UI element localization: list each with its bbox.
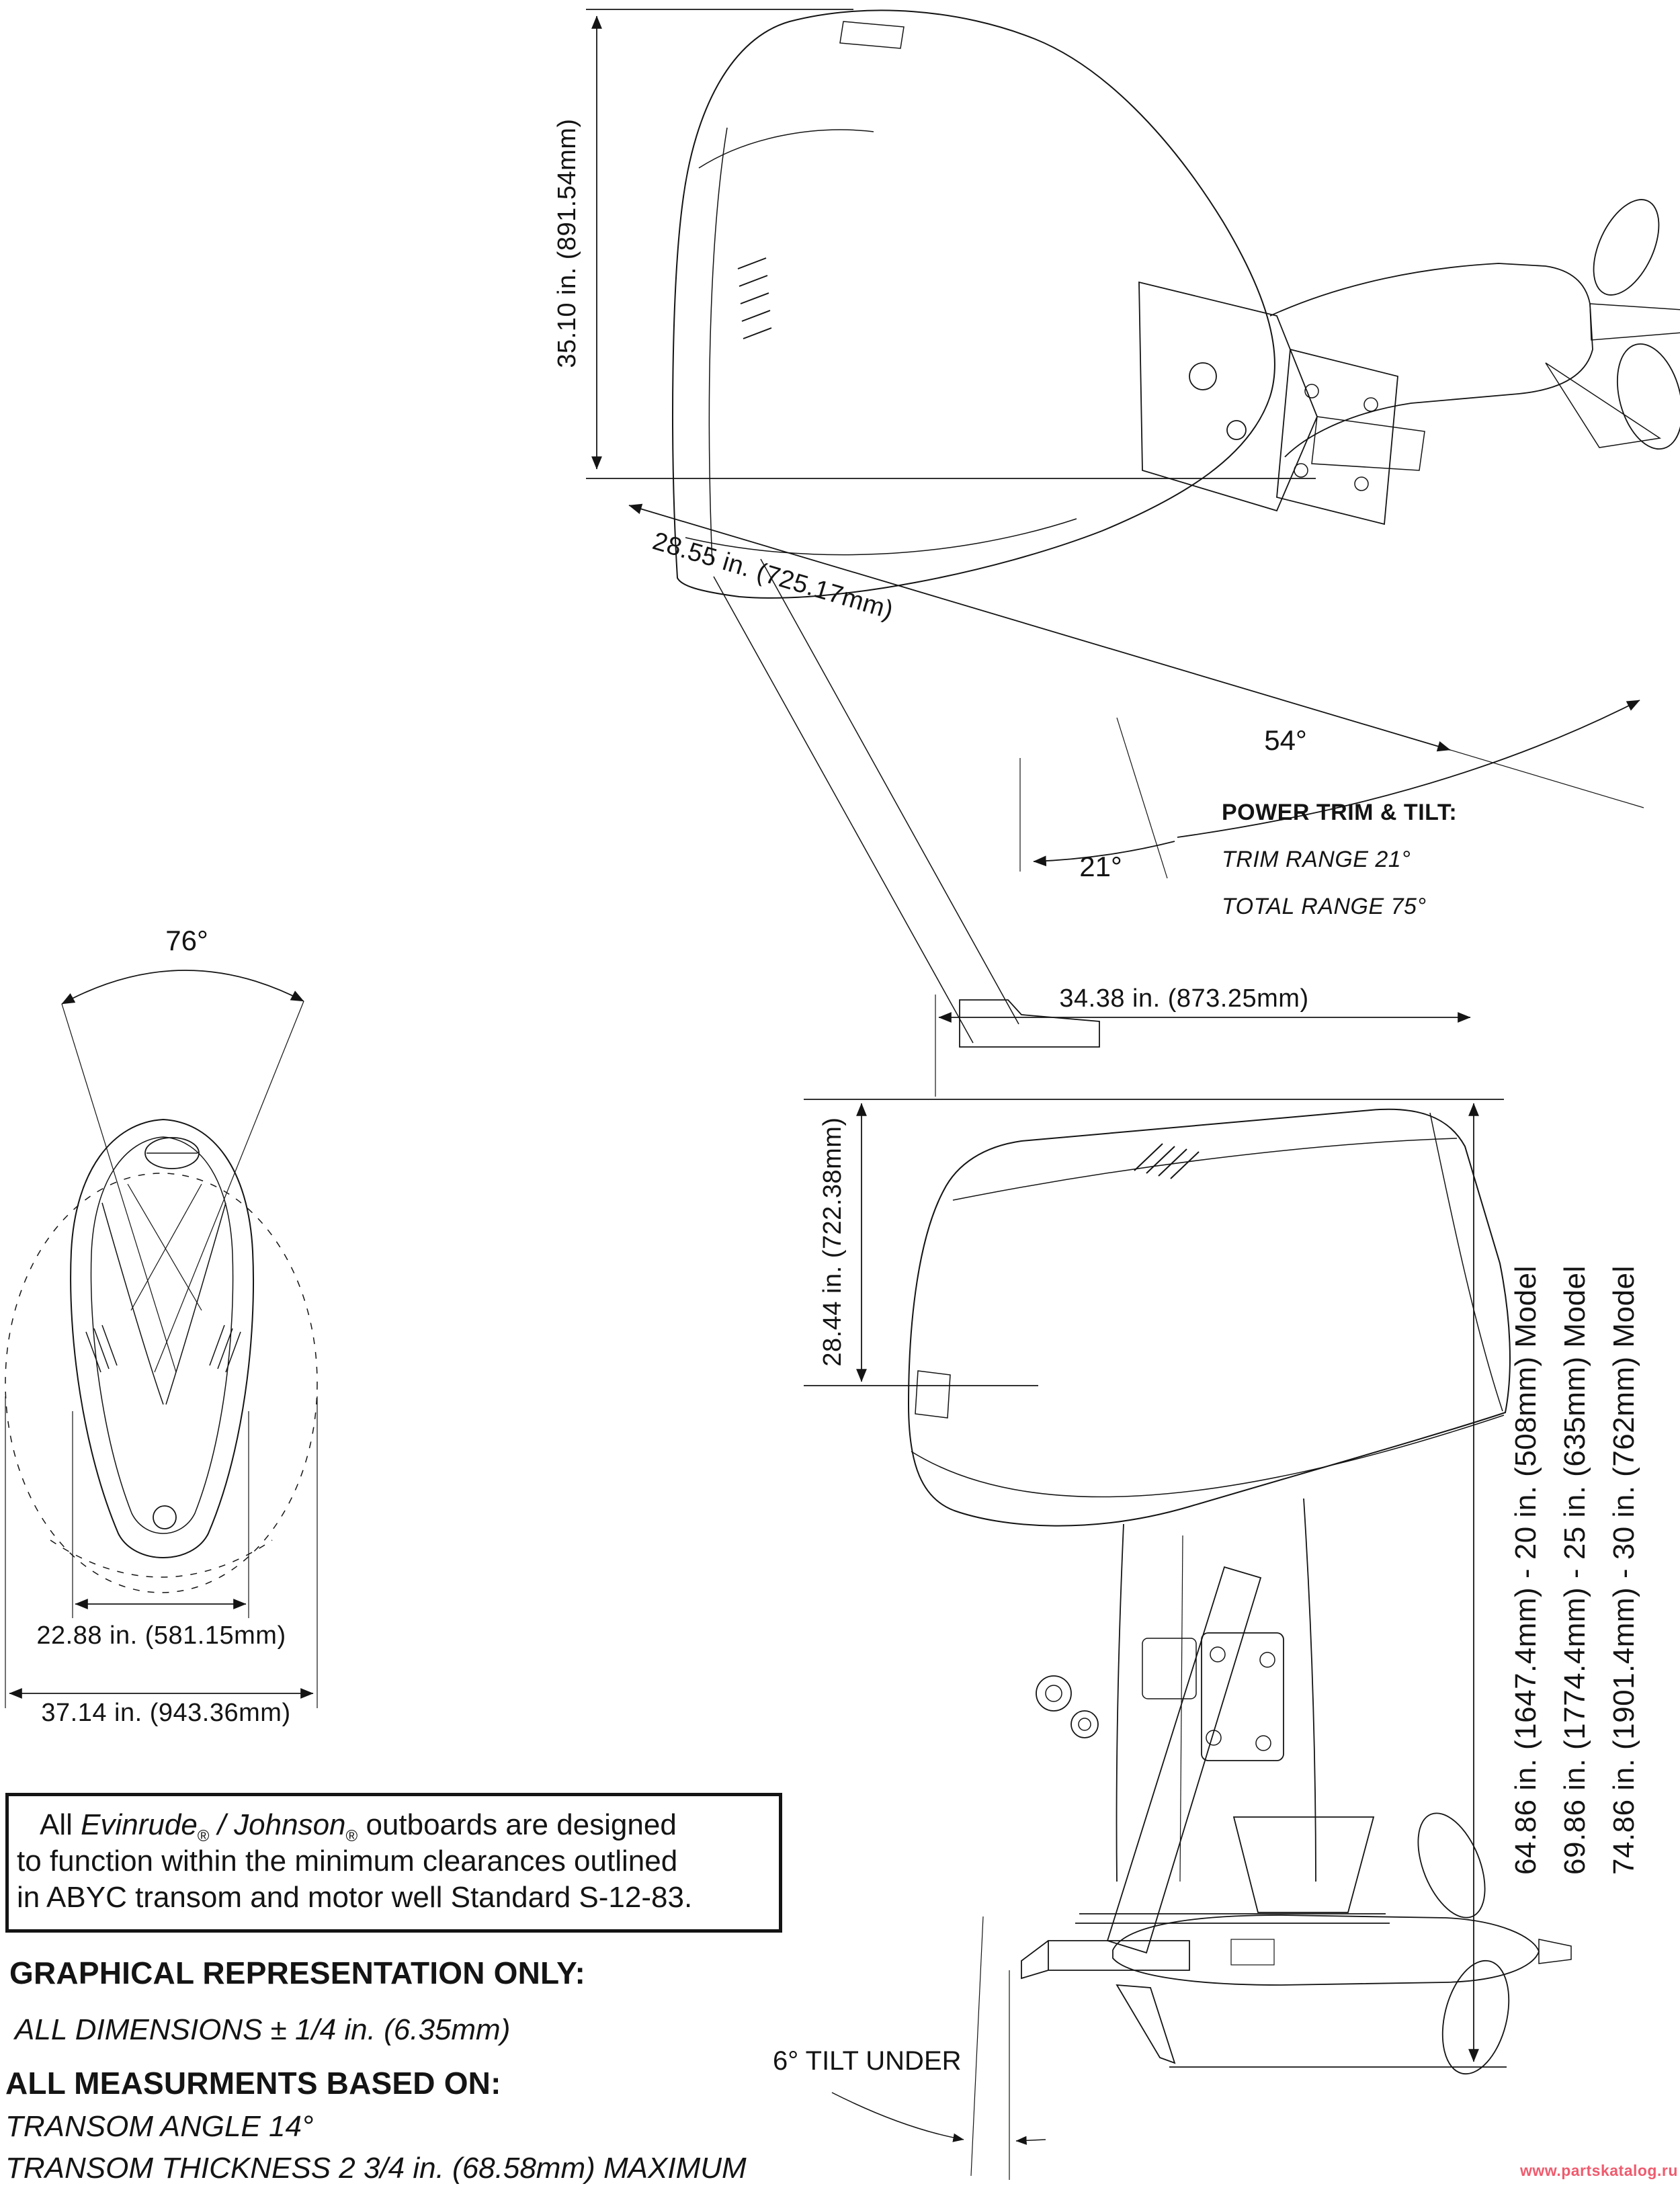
registered-mark-icon: ®	[197, 1827, 210, 1845]
keel-dimension-label: 28.55 in. (725.17mm)	[649, 527, 897, 625]
swing-width-dimension-label: 37.14 in. (943.36mm)	[41, 1699, 291, 1728]
steering-angle-label: 76°	[165, 924, 208, 956]
trim-angle-label: 21°	[1079, 850, 1122, 882]
steering-view-dimensions	[5, 970, 317, 1708]
note-all: All	[40, 1808, 81, 1841]
clearance-note-line3: in ABYC transom and motor well Standard S-12-83.	[17, 1881, 693, 1914]
total-range-label: TOTAL RANGE 75°	[1222, 894, 1427, 919]
clearance-note-box	[5, 1793, 782, 1933]
model-height-25in: 69.86 in. (1774.4mm) - 25 in. (635mm) Model	[1558, 1265, 1591, 1875]
brand-evinrude: Evinrude	[81, 1808, 198, 1841]
dimensions-tolerance-note: ALL DIMENSIONS ± 1/4 in. (6.35mm)	[15, 2013, 511, 2046]
tilted-motor-drawing	[673, 10, 1680, 1047]
model-height-20in: 64.86 in. (1647.4mm) - 20 in. (508mm) Model	[1509, 1265, 1542, 1875]
clearance-note-line1	[40, 1810, 677, 1845]
height-dimension-label-side: 28.44 in. (722.38mm)	[818, 1117, 847, 1367]
length-dimension-label: 34.38 in. (873.25mm)	[1059, 984, 1309, 1013]
clearance-note-line2: to function within the minimum clearances outlined	[17, 1845, 678, 1878]
watermark-link: www.partskatalog.ru	[1520, 2162, 1678, 2179]
cowl-width-dimension-label: 22.88 in. (581.15mm)	[36, 1621, 286, 1650]
tilt-angle-label: 54°	[1264, 724, 1307, 756]
side-view-drawing	[909, 1109, 1571, 2081]
tilted-motor-dimensions	[586, 9, 1644, 878]
note-line1-rest: outboards are designed	[358, 1808, 677, 1841]
power-trim-title: POWER TRIM & TILT:	[1222, 800, 1458, 825]
trim-range-label: TRIM RANGE 21°	[1222, 847, 1411, 872]
graphical-representation-note: GRAPHICAL REPRESENTATION ONLY:	[9, 1955, 586, 1990]
note-separator: /	[209, 1808, 235, 1841]
transom-angle-note: TRANSOM ANGLE 14°	[5, 2110, 314, 2143]
brand-johnson: Johnson	[234, 1808, 346, 1841]
height-dimension-label-tilted: 35.10 in. (891.54mm)	[553, 118, 582, 368]
measurements-based-on-note: ALL MEASURMENTS BASED ON:	[5, 2066, 501, 2101]
tilt-under-label: 6° TILT UNDER	[773, 2046, 962, 2076]
transom-thickness-note: TRANSOM THICKNESS 2 3/4 in. (68.58mm) MAXIMUM	[5, 2152, 747, 2185]
model-height-30in: 74.86 in. (1901.4mm) - 30 in. (762mm) Model	[1607, 1265, 1640, 1875]
registered-mark-icon: ®	[345, 1827, 358, 1845]
